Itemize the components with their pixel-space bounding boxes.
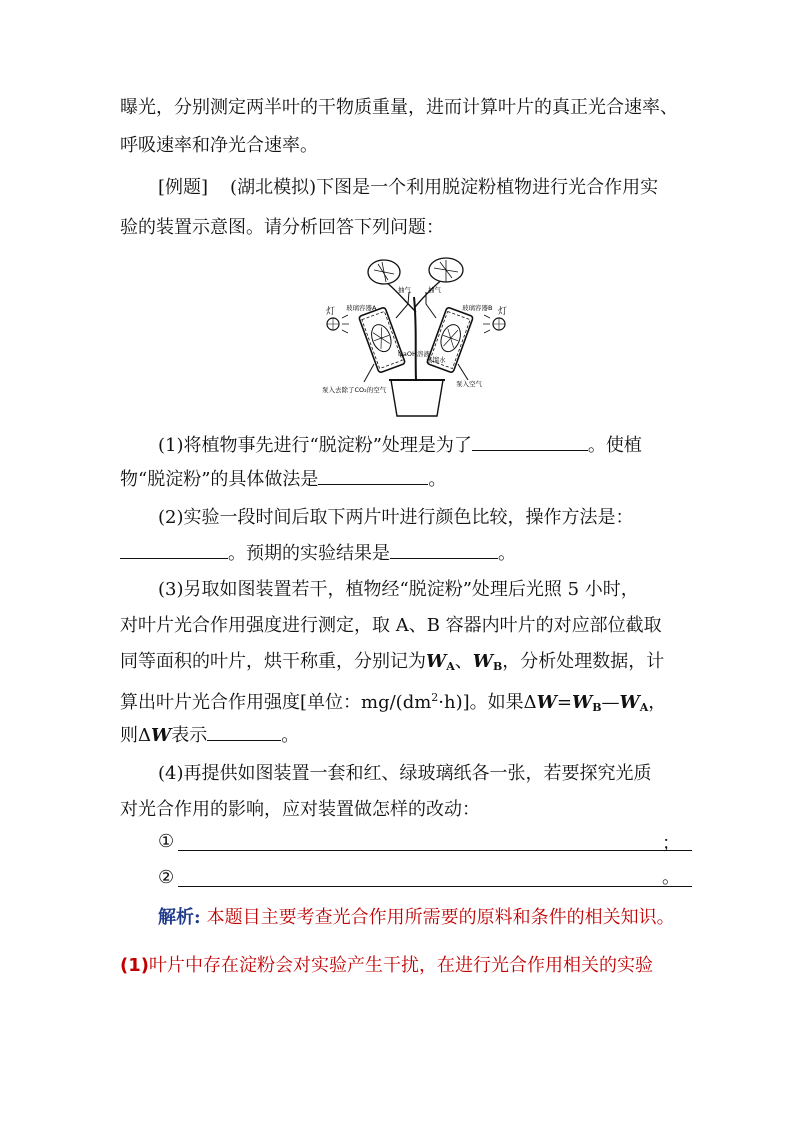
- analysis-number: (1): [120, 955, 149, 976]
- q2-text-c: 。: [498, 543, 516, 564]
- intro-line-1: 曝光，分别测定两半叶的干物质重量，进而计算叶片的真正光合速率、: [120, 97, 678, 118]
- superscript-2: 2: [431, 691, 439, 704]
- q3-text-5a: 则Δ: [120, 725, 151, 746]
- q4-item-2-end: 。: [662, 867, 680, 888]
- q2-blank-2[interactable]: [390, 540, 498, 559]
- q3-line-1: (3)另取如图装置若干，植物经“脱淀粉”处理后光照 5 小时，: [158, 579, 639, 600]
- sub-b: B: [492, 660, 503, 673]
- q2-blank-1[interactable]: [120, 540, 228, 559]
- q1-text-b: 。使植: [587, 435, 642, 456]
- q4-item-2-blank[interactable]: [178, 886, 692, 887]
- q3-line-2: 对叶片光合作用强度进行测定，取 A、B 容器内叶片的对应部位截取: [120, 615, 662, 636]
- lamp-left-label: 灯: [326, 307, 336, 317]
- q4-line-1: (4)再提供如图装置一套和红、绿玻璃纸各一张，若要探究光质: [158, 763, 652, 784]
- air-left-label: 泵入去除了CO₂的空气: [322, 386, 387, 394]
- example-text-1: 下图是一个利用脱淀粉植物进行光合作用实: [316, 177, 659, 198]
- intro-line-2: 呼吸速率和净光合速率。: [120, 135, 318, 156]
- sub-a: A: [446, 660, 455, 673]
- q3-text-3a: 同等面积的叶片，烘干称重，分别记为: [120, 651, 426, 672]
- example-tag: [例题]: [158, 177, 209, 198]
- comma: ，: [648, 692, 667, 713]
- q1-text-c: 物“脱淀粉”的具体做法是: [120, 469, 319, 490]
- example-line-1: [158, 176, 658, 200]
- example-source: (湖北模拟): [230, 177, 317, 198]
- analysis-text-2: 叶片中存在淀粉会对实验产生干扰，在进行光合作用相关的实验: [148, 955, 653, 976]
- pump-out-right-label: 抽气: [428, 286, 441, 294]
- container-a: [359, 307, 406, 373]
- w-symbol: W: [619, 692, 640, 713]
- experiment-apparatus-figure: [316, 252, 516, 422]
- q4-item-2: ②: [158, 867, 175, 888]
- q4-item-1-blank[interactable]: [178, 850, 692, 851]
- q2-text-b: 。预期的实验结果是: [228, 543, 390, 564]
- water-label: 蒸馏水: [426, 356, 446, 364]
- flower-pot: [391, 380, 443, 416]
- container-a-label: 玻璃容器A: [346, 304, 377, 312]
- lamp-right-icon: [483, 315, 505, 333]
- pump-out-left-label: 抽气: [398, 286, 411, 294]
- example-line-2: 验的装置示意图。请分析回答下列问题：: [120, 217, 444, 238]
- analysis-text-1: 本题目主要考查光合作用所需要的原料和条件的相关知识。: [206, 907, 675, 928]
- q4-item-1: ①: [158, 831, 175, 852]
- separator: 、: [454, 651, 473, 672]
- w-symbol: W: [571, 692, 593, 713]
- q3-text-4a: 算出叶片光合作用强度[单位：mg/(dm: [120, 692, 432, 713]
- equals: =: [556, 692, 572, 713]
- analysis-line-2: [120, 954, 653, 978]
- q3-text-3b: ，分析处理数据，计: [502, 651, 665, 672]
- q3-line-5: [120, 722, 299, 748]
- q3-text-5c: 。: [281, 725, 300, 746]
- lamp-left-icon: [327, 315, 349, 333]
- q1-blank-1[interactable]: [472, 432, 588, 451]
- minus: —: [601, 692, 620, 713]
- q1-text-d: 。: [428, 469, 447, 490]
- air-right-label: 泵入空气: [456, 380, 482, 388]
- q4-line-2: 对光合作用的影响，应对装置做怎样的改动：: [120, 799, 480, 820]
- q3-blank[interactable]: [207, 722, 281, 741]
- lamp-right-label: 灯: [498, 307, 508, 317]
- sub-b: B: [592, 701, 602, 714]
- q4-item-1-end: ；: [662, 833, 680, 854]
- q3-line-3: [120, 650, 664, 679]
- analysis-label: 解析: [158, 907, 194, 928]
- sub-a: A: [639, 701, 649, 714]
- w-symbol: W: [426, 651, 447, 672]
- q2-line-1: (2)实验一段时间后取下两片叶进行颜色比较，操作方法是：: [158, 507, 634, 528]
- w-symbol: W: [536, 692, 557, 713]
- q2-line-2: [120, 540, 516, 566]
- w-symbol: W: [151, 725, 172, 746]
- q3-line-4: [120, 686, 666, 720]
- analysis-line-1: [158, 906, 675, 930]
- q3-text-4b: ·h)]。如果Δ: [438, 692, 537, 713]
- q1-blank-2[interactable]: [318, 466, 428, 485]
- q1-text-a: (1)将植物事先进行“脱淀粉”处理是为了: [158, 435, 472, 456]
- container-b-label: 玻璃容器B: [462, 304, 493, 312]
- q1-line-2: [120, 466, 446, 492]
- w-symbol: W: [472, 651, 493, 672]
- q1-line-1: [158, 432, 642, 458]
- q3-text-5b: 表示: [171, 725, 208, 746]
- naoh-label: NaOH溶液: [398, 350, 430, 358]
- analysis-colon: :: [194, 907, 201, 928]
